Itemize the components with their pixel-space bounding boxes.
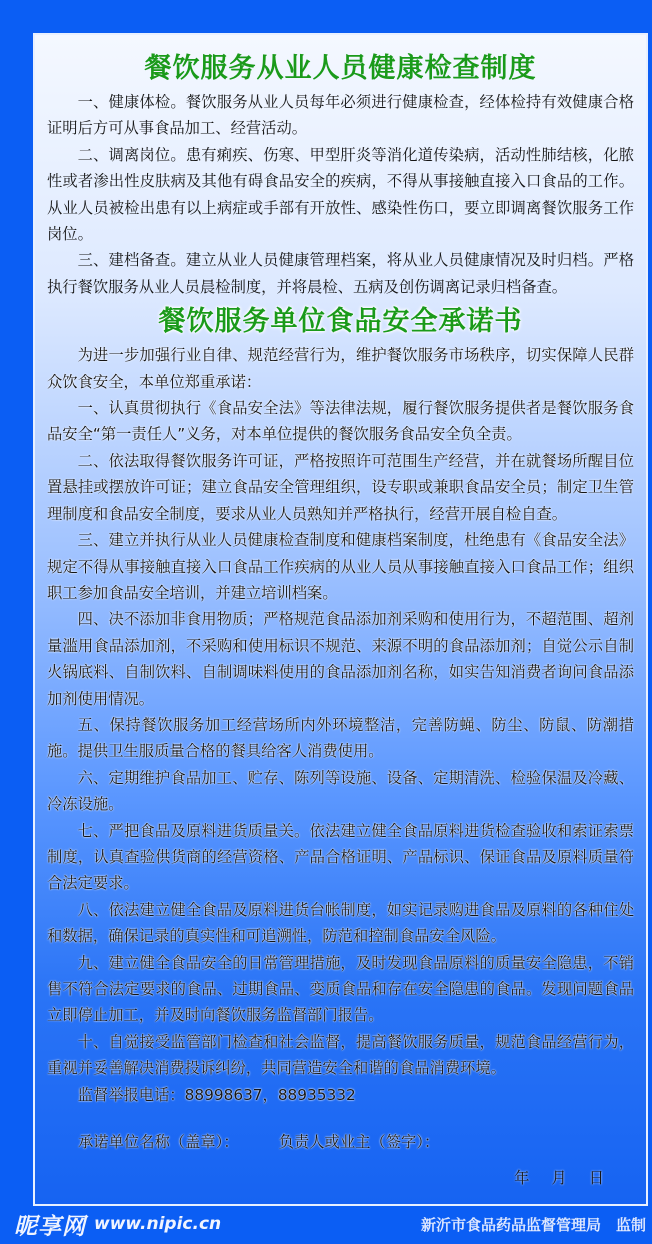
hotline: 监督举报电话：88998637，88935332 [77,1085,356,1104]
paragraph: 一、认真贯彻执行《食品安全法》等法律法规，履行餐饮服务提供者是餐饮服务食品安全“第一责任人”义务，对本单位提供的餐饮服务食品安全负全责。 [47,399,634,444]
issuer-credit: 新沂市食品药品监督管理局 监制 [420,1215,646,1234]
watermark-url: www.nipic.cn [94,1214,222,1235]
paragraph: 三、建立并执行从业人员健康检查制度和健康档案制度，杜绝患有《食品安全法》规定不得从事接触直接入口食品工作疾病的从业人员从事接触直接入口食品工作；组织职工参加食品安全培训，并建立培训档案。 [47,531,634,602]
date-day: 日 [588,1169,604,1188]
paragraph: 三、建档备查。建立从业人员健康管理档案，将从业人员健康情况及时归档。严格执行餐饮服务从业人员晨检制度，并将晨检、五病及创伤调离记录归档备查。 [47,251,634,296]
unit-seal-label: 承诺单位名称（盖章）： [78,1133,239,1152]
health-check-title: 餐饮服务从业人员健康检查制度 [144,53,537,84]
owner-sign-label: 负责人或业主（签字）： [278,1133,440,1152]
poster-content [33,33,648,1206]
date-month: 月 [551,1169,567,1188]
paragraph: 六、定期维护食品加工、贮存、陈列等设施、设备、定期清洗、检验保温及冷藏、冷冻设施。 [47,768,634,814]
footer [0,1206,652,1244]
commitment-title: 餐饮服务单位食品安全承诺书 [158,306,523,338]
paragraph: 十、自觉接受监管部门检查和社会监督，提高餐饮服务质量，规范食品经营行为，重视并妥善解决消费投诉纠纷，共同营造安全和谐的食品消费环境。 [47,1032,634,1078]
paragraph: 二、调离岗位。患有痢疾、伤寒、甲型肝炎等消化道传染病，活动性肺结核，化脓性或者渗出性皮肤病及其他有碍食品安全的疾病，不得从事接触直接入口食品的工作。从业人员被检出患有以上病症或手部有开放性、感染性伤口，要立即调离餐饮服务工作岗位。 [47,145,634,244]
commitment-body [47,342,634,1108]
date-year: 年 [514,1169,530,1188]
paragraph: 七、严把食品及原料进货质量关。依法建立健全食品原料进货检查验收和索证索票制度，认真查验供货商的经营资格、产品合格证明、产品标识、保证食品及原料质量符合法定要求。 [47,821,634,893]
date-row [47,1166,634,1190]
signature-row [47,1130,634,1154]
paragraph: 为进一步加强行业自律、规范经营行为，维护餐饮服务市场秩序，切实保障人民群众饮食安全，本单位郑重承诺： [47,346,634,391]
health-check-body [47,89,634,300]
poster-panel [33,0,648,1206]
paragraph: 五、保持餐饮服务加工经营场所内外环境整洁，完善防蝇、防尘、防鼠、防潮措施。提供卫生服质量合格的餐具给客人消费使用。 [47,715,634,761]
paragraph: 二、依法取得餐饮服务许可证，严格按照许可范围生产经营，并在就餐场所醒目位置悬挂或摆放许可证；建立食品安全管理组织，设专职或兼职食品安全员；制定卫生管理制度和食品安全制度，要求从业人员熟知并严格执行，经营开展自检自查。 [47,451,634,523]
paragraph: 八、依法建立健全食品及原料进货台帐制度，如实记录购进食品及原料的各种住处和数据，确保记录的真实性和可追溯性，防范和控制食品安全风险。 [47,900,634,946]
paragraph: 一、健康体检。餐饮服务从业人员每年必须进行健康检查，经体检持有效健康合格证明后方可从事食品加工、经营活动。 [47,93,634,138]
paragraph: 四、决不添加非食用物质；严格规范食品添加剂采购和使用行为，不超范围、超剂量滥用食品添加剂，不采购和使用标识不规范、来源不明的食品添加剂；自觉公示自制火锅底料、自制饮料、自制调味料使用的食品添加剂名称，如实告知消费者询问食品添加剂使用情况。 [47,610,634,708]
paragraph: 九、建立健全食品安全的日常管理措施，及时发现食品原料的质量安全隐患，不销售不符合法定要求的食品、过期食品、变质食品和存在安全隐患的食品。发现问题食品立即停止加工，并及时向餐饮服务监督部门报告。 [47,953,634,1025]
watermark-logo: 昵享网 [14,1213,86,1240]
